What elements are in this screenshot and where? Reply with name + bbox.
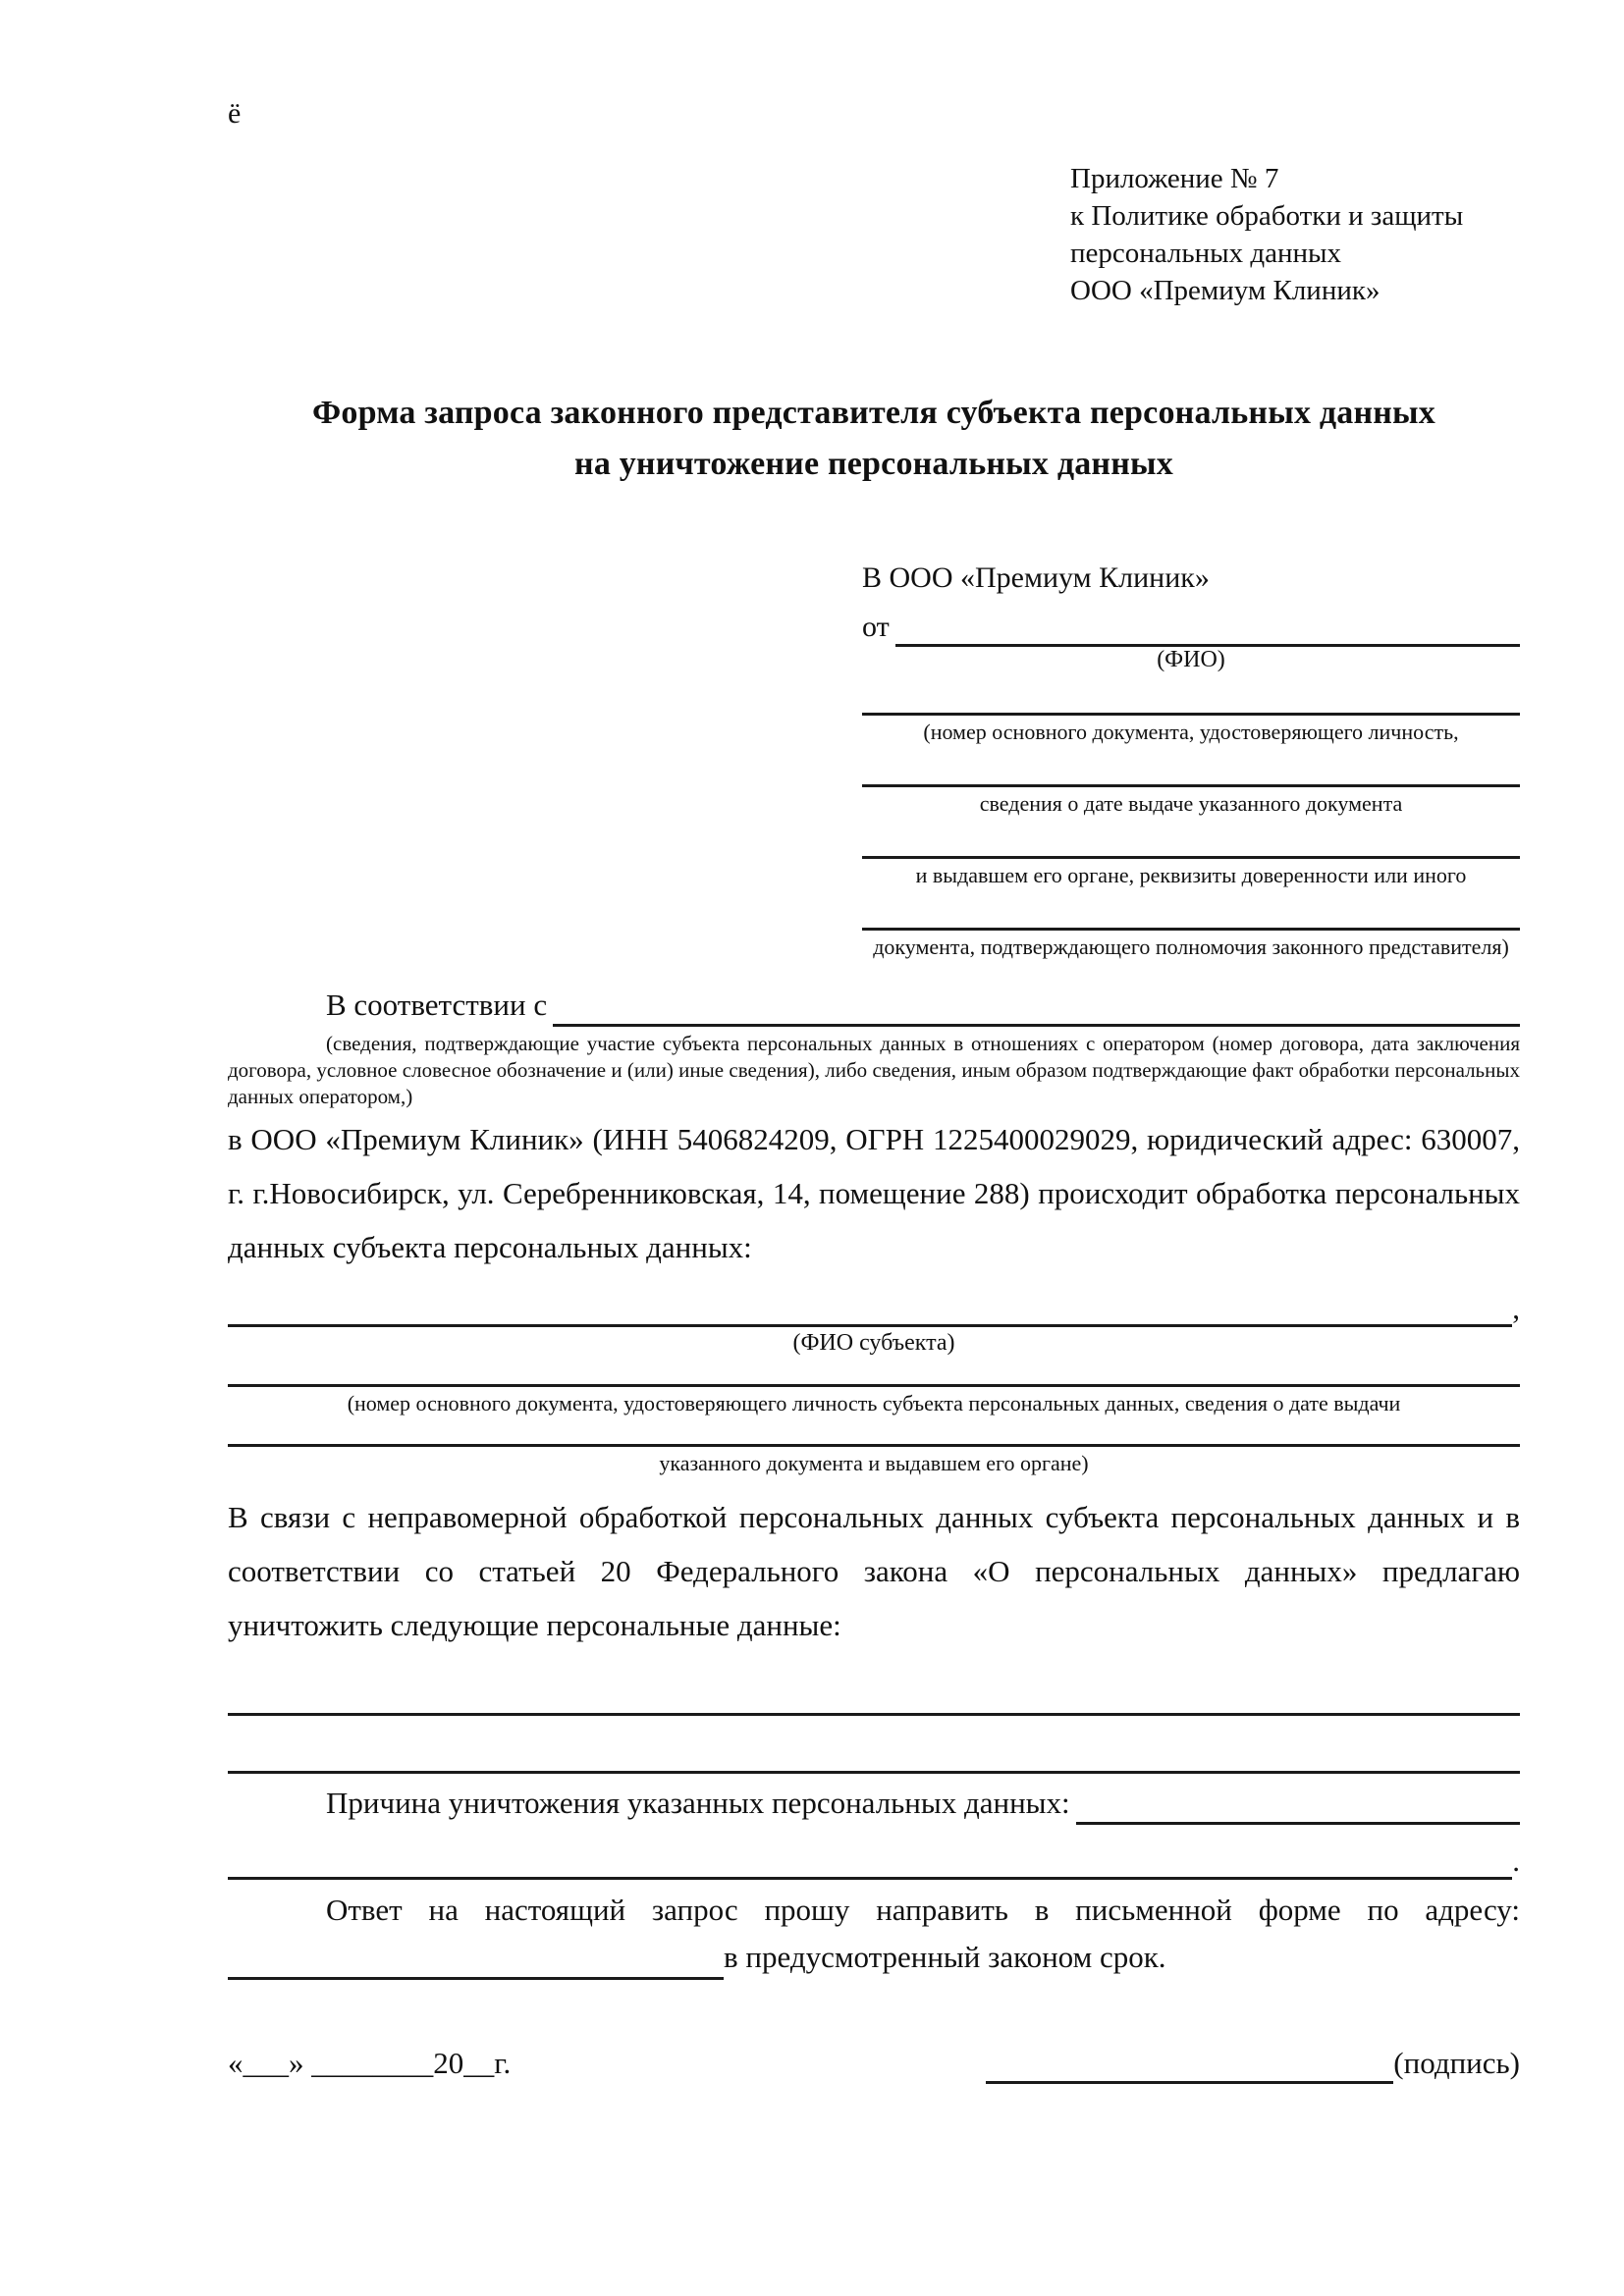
- signature-blank-line: [986, 2048, 1393, 2084]
- doc-number-blank-line: [862, 713, 1520, 716]
- doc-issue-date-blank-line: [862, 784, 1520, 787]
- signature-caption: (подпись): [1393, 2046, 1520, 2080]
- answer-address-row: [228, 1935, 1520, 1980]
- accordance-note: (сведения, подтверждающие участие субъекта персональных данных в отношениях с оператором (номер договора, дата заключения договора, условное словесное обозначение и (или) иные сведения), либо сведения, иным образом подтверждающие факт обработки персональных данных оператором,): [228, 1032, 1520, 1108]
- form-title-line-2: на уничтожение персональных данных: [574, 446, 1173, 482]
- stray-character: ё: [228, 97, 242, 130]
- footer-row: [228, 2043, 1520, 2084]
- signature-group: [986, 2043, 1520, 2084]
- data-to-destroy-blank-line-2: [228, 1771, 1520, 1774]
- operator-paragraph: в ООО «Премиум Клиник» (ИНН 5406824209, ОГРН 1225400029029, юридический адрес: 630007, г. г.Новосибирск, ул. Серебренниковская, 14, помещение 288) происходит обработка персональных данных субъекта персональных данных:: [228, 1122, 1520, 1264]
- subject-fio-caption: (ФИО субъекта): [792, 1330, 955, 1356]
- address-blank-line: [228, 1935, 724, 1980]
- subject-fio-blank-line: [228, 1324, 1512, 1327]
- accordance-label: В соответствии с: [326, 988, 548, 1022]
- fio-caption: (ФИО): [1157, 647, 1225, 672]
- reason-continuation-row: [228, 1842, 1520, 1880]
- appendix-line: персональных данных: [1070, 238, 1342, 269]
- accordance-blank-line: [553, 984, 1520, 1027]
- accordance-row: [228, 984, 1520, 1027]
- from-row: [862, 608, 1520, 647]
- power-of-attorney-caption: документа, подтверждающего полномочия законного представителя): [873, 934, 1509, 959]
- trailing-period: .: [1512, 1843, 1520, 1878]
- subject-doc-caption-line-2: указанного документа и выдавшем его органе): [659, 1451, 1089, 1475]
- appendix-line: ООО «Премиум Клиник»: [1070, 275, 1380, 306]
- appendix-block: [1070, 160, 1520, 309]
- doc-number-caption: (номер основного документа, удостоверяющего личность,: [923, 720, 1459, 744]
- subject-doc-blank-line-2: [228, 1444, 1520, 1447]
- reason-row: [228, 1782, 1520, 1825]
- reason-blank-line: [1076, 1782, 1520, 1825]
- addressee-org: В ООО «Премиум Клиник»: [862, 561, 1210, 594]
- addressee-block: [862, 559, 1520, 960]
- doc-authority-caption: и выдавшем его органе, реквизиты доверенности или иного: [915, 863, 1467, 887]
- form-title-line-1: Форма запроса законного представителя субъекта персональных данных: [312, 395, 1435, 431]
- doc-authority-blank-line: [862, 856, 1520, 859]
- representative-fio-blank-line: [895, 608, 1520, 647]
- form-title: [228, 388, 1520, 490]
- appendix-line: к Политике обработки и защиты: [1070, 200, 1464, 232]
- unlawful-processing-paragraph: В связи с неправомерной обработкой персональных данных субъекта персональных данных и в соответствии со статьей 20 Федерального закона «О персональных данных» предлагаю уничтожить следующие персональные данные:: [228, 1500, 1520, 1642]
- date-field: «___» ________20__г.: [228, 2046, 512, 2080]
- subject-doc-caption-line-1: (номер основного документа, удостоверяющего личность субъекта персональных данных, сведения о дате выдачи: [347, 1391, 1401, 1415]
- doc-issue-date-caption: сведения о дате выдаче указанного документа: [979, 791, 1403, 816]
- appendix-line: Приложение № 7: [1070, 163, 1279, 194]
- reason-label: Причина уничтожения указанных персональных данных:: [326, 1786, 1070, 1820]
- subject-doc-blank-line: [228, 1384, 1520, 1387]
- answer-tail-text: в предусмотренный законом срок.: [724, 1940, 1166, 1974]
- reason-blank-line-2: [228, 1877, 1512, 1880]
- power-of-attorney-blank-line: [862, 928, 1520, 931]
- from-label: от: [862, 611, 890, 643]
- answer-request-line: Ответ на настоящий запрос прошу направить в письменной форме по адресу:: [326, 1893, 1520, 1927]
- trailing-comma: ,: [1512, 1291, 1520, 1325]
- data-to-destroy-blank-line-1: [228, 1713, 1520, 1716]
- subject-fio-row: [228, 1290, 1520, 1327]
